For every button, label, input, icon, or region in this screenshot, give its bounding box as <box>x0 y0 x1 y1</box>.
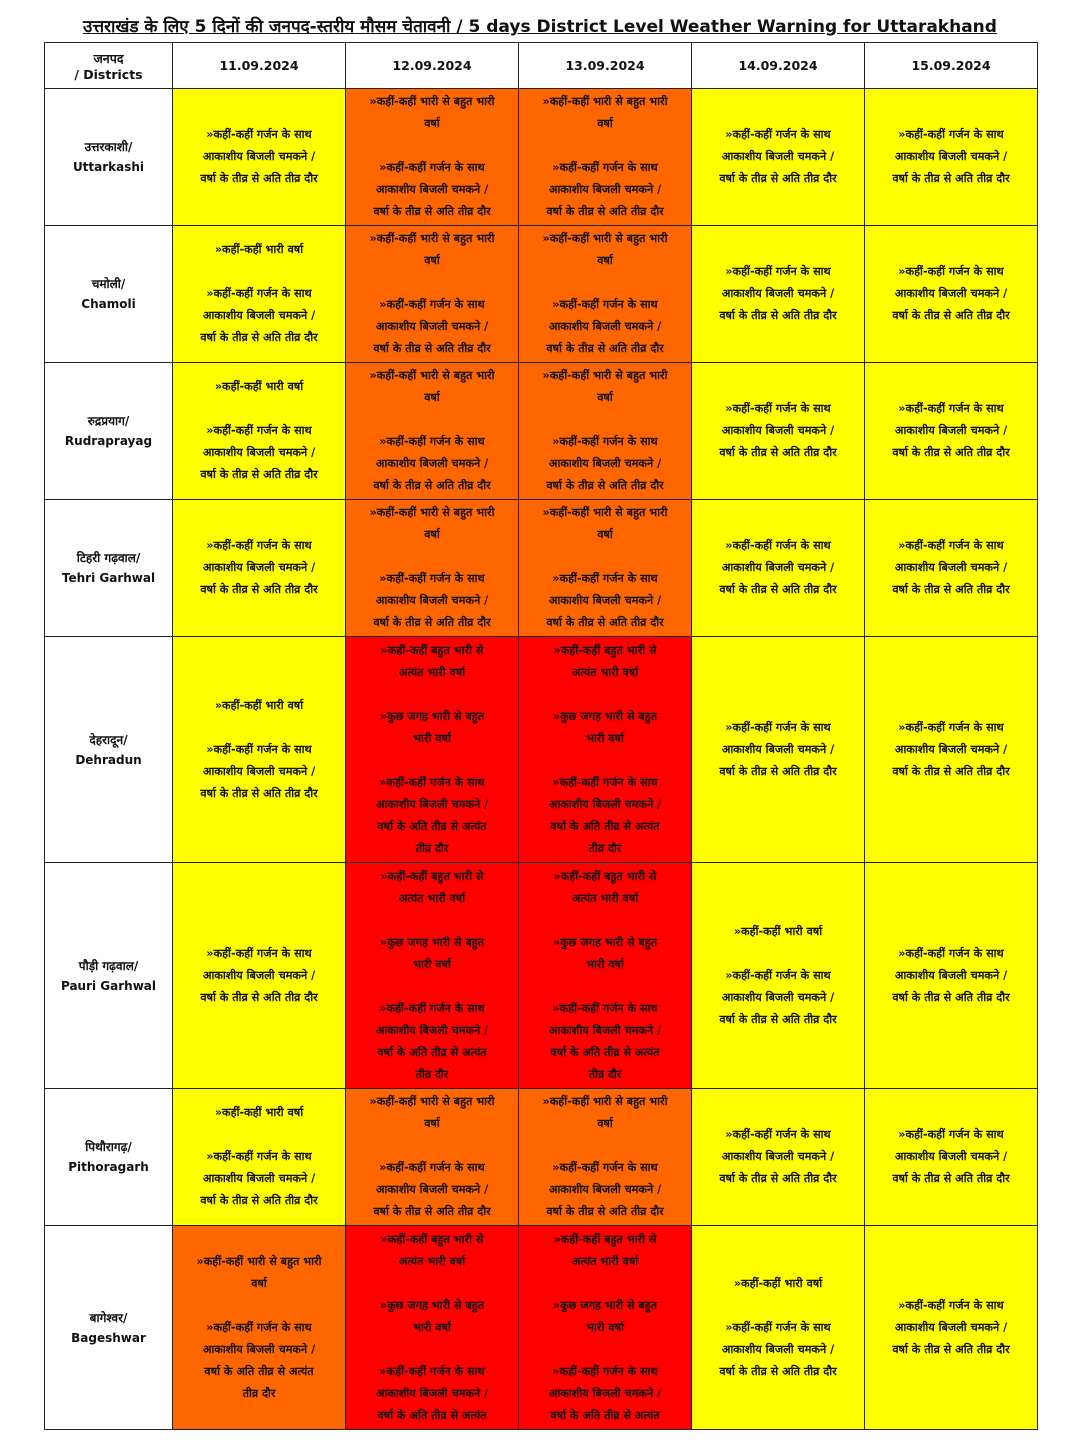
page-title: उत्तराखंड के लिए 5 दिनों की जनपद-स्तरीय मौसम चेतावनी / 5 days District Level Weather Warning for Uttarakhand <box>83 17 997 37</box>
warning-text-line: वर्षा के तीव्र से अति तीव्र दौर <box>892 1172 1010 1185</box>
warning-cell-orange <box>346 1089 519 1226</box>
warning-text-line: »कुछ जगह भारी से बहुत <box>552 935 658 949</box>
date-header: 14.09.2024 <box>692 43 865 89</box>
warning-text-line: »कहीं-कहीं गर्जन के साथ <box>379 435 485 448</box>
warning-text-line: »कहीं-कहीं गर्जन के साथ <box>206 424 312 437</box>
warning-text-line: »कहीं-कहीं गर्जन के साथ <box>725 1320 831 1334</box>
warning-text-line: आकाशीय बिजली चमकने / <box>894 968 1008 982</box>
line-gap <box>350 409 514 431</box>
warning-text-line: भारी वर्षा <box>413 731 451 745</box>
warning-text-line: »कहीं-कहीं गर्जन के साथ <box>206 1320 312 1334</box>
warning-cell-yellow <box>692 1226 865 1430</box>
warning-text-line: वर्षा <box>597 528 613 541</box>
warning-text-line: वर्षा के तीव्र से अति तीव्र दौर <box>200 331 318 344</box>
warning-text-line: वर्षा के अति तीव्र से अत्यंत <box>377 819 487 833</box>
warning-text-line: वर्षा के तीव्र से अति तीव्र दौर <box>200 1194 318 1207</box>
warning-cell-yellow <box>865 863 1038 1089</box>
warning-text-line: »कहीं-कहीं गर्जन के साथ <box>898 265 1004 278</box>
line-gap <box>696 943 860 965</box>
warning-text-line: अत्यंत भारी वर्षा <box>571 665 639 679</box>
table-body <box>45 89 1038 1430</box>
line-gap <box>523 750 687 772</box>
warning-text-line: आकाशीय बिजली चमकने / <box>548 797 662 811</box>
line-gap <box>696 1295 860 1317</box>
warning-text-line: वर्षा के तीव्र से अति तीव्र दौर <box>200 786 318 800</box>
warning-text-line: »कहीं-कहीं भारी वर्षा <box>214 380 304 393</box>
line-gap <box>523 684 687 706</box>
warning-text-line: »कहीं-कहीं भारी से बहुत भारी <box>542 232 668 245</box>
line-gap <box>523 272 687 294</box>
table-row <box>45 363 1038 500</box>
warning-text-line: »कहीं-कहीं गर्जन के साथ <box>552 775 658 789</box>
line-gap <box>523 910 687 932</box>
warning-text-line: वर्षा <box>251 1276 267 1290</box>
warning-text-line: »कहीं-कहीं गर्जन के साथ <box>552 161 658 174</box>
warning-text-line: »कहीं-कहीं गर्जन के साथ <box>725 402 831 415</box>
district-name-hindi: पिथौरागढ़/ <box>85 1140 132 1154</box>
warning-text-line: »कहीं-कहीं गर्जन के साथ <box>725 720 831 734</box>
warning-text-line: »कहीं-कहीं गर्जन के साथ <box>206 946 312 960</box>
district-name-hindi: पौड़ी गढ़वाल/ <box>78 958 139 973</box>
warning-text-line: »कहीं-कहीं गर्जन के साथ <box>206 1150 312 1163</box>
warning-cell-orange <box>346 500 519 637</box>
warning-text-line: »कहीं-कहीं गर्जन के साथ <box>552 298 658 311</box>
warning-text-line: आकाशीय बिजली चमकने / <box>721 424 835 437</box>
warning-text-line: वर्षा <box>597 117 613 130</box>
warning-text-line: भारी वर्षा <box>413 957 451 971</box>
line-gap <box>177 398 341 420</box>
warning-text-line: तीव्र दौर <box>415 1067 449 1081</box>
line-gap <box>523 1135 687 1157</box>
line-gap <box>523 1339 687 1361</box>
warning-text-line: वर्षा के तीव्र से अति तीव्र दौर <box>546 342 664 355</box>
warning-table <box>44 42 1038 1430</box>
warning-text-line: आकाशीय बिजली चमकने / <box>375 797 489 811</box>
date-header: 11.09.2024 <box>173 43 346 89</box>
warning-text-line: आकाशीय बिजली चमकने / <box>202 446 316 459</box>
district-cell <box>45 1226 173 1430</box>
warning-text-line: आकाशीय बिजली चमकने / <box>202 764 316 778</box>
warning-text-line: वर्षा के तीव्र से अति तीव्र दौर <box>546 616 664 629</box>
warning-text-line: वर्षा के तीव्र से अति तीव्र दौर <box>719 172 837 185</box>
table-row <box>45 1089 1038 1226</box>
warning-cell-orange <box>346 363 519 500</box>
warning-cell-yellow <box>173 1089 346 1226</box>
warning-cell-yellow <box>173 226 346 363</box>
line-gap <box>350 1135 514 1157</box>
warning-text-line: आकाशीय बिजली चमकने / <box>894 561 1008 574</box>
date-header: 12.09.2024 <box>346 43 519 89</box>
district-name-english: Pauri Garhwal <box>60 978 157 993</box>
warning-text-line: आकाशीय बिजली चमकने / <box>721 561 835 574</box>
warning-cell-orange <box>173 1226 346 1430</box>
warning-cell-red <box>346 637 519 863</box>
line-gap <box>350 272 514 294</box>
district-name-hindi: चमोली/ <box>91 277 126 291</box>
warning-text-line: »कहीं-कहीं गर्जन के साथ <box>379 1364 485 1378</box>
warning-text-line: वर्षा के तीव्र से अति तीव्र दौर <box>200 172 318 185</box>
line-gap <box>177 1124 341 1146</box>
warning-text-line: आकाशीय बिजली चमकने / <box>548 320 662 333</box>
warning-text-line: वर्षा के तीव्र से अति तीव्र दौर <box>373 616 491 629</box>
warning-text-line: वर्षा के तीव्र से अति तीव्र दौर <box>719 583 837 596</box>
district-name-english: Tehri Garhwal <box>61 571 156 585</box>
warning-text-line: भारी वर्षा <box>586 957 624 971</box>
warning-text-line: आकाशीय बिजली चमकने / <box>894 424 1008 437</box>
warning-text-line: »कहीं-कहीं गर्जन के साथ <box>206 742 312 756</box>
warning-text-line: »कुछ जगह भारी से बहुत <box>379 709 485 723</box>
warning-text-line: वर्षा के तीव्र से अति तीव्र दौर <box>719 446 837 459</box>
warning-text-line: »कहीं-कहीं बहुत भारी से <box>553 869 657 883</box>
warning-text-line: अत्यंत भारी वर्षा <box>398 665 466 679</box>
warning-text-line: अत्यंत भारी वर्षा <box>571 1254 639 1268</box>
warning-text-line: आकाशीय बिजली चमकने / <box>894 287 1008 300</box>
warning-text-line: आकाशीय बिजली चमकने / <box>894 1320 1008 1334</box>
district-name-english: Uttarkashi <box>72 160 145 174</box>
warning-cell-yellow <box>692 363 865 500</box>
warning-text-line: वर्षा के तीव्र से अति तीव्र दौर <box>719 764 837 778</box>
warning-text-line: वर्षा के तीव्र से अति तीव्र दौर <box>892 172 1010 185</box>
warning-text-line: »कहीं-कहीं भारी वर्षा <box>214 243 304 256</box>
warning-cell-red <box>519 863 692 1089</box>
warning-text-line: वर्षा के तीव्र से अति तीव्र दौर <box>719 1012 837 1026</box>
warning-text-line: आकाशीय बिजली चमकने / <box>375 320 489 333</box>
district-name-english: Dehradun <box>75 752 142 767</box>
district-name-english: Pithoragarh <box>68 1160 149 1174</box>
warning-text-line: तीव्र दौर <box>242 1386 276 1400</box>
warning-text-line: वर्षा के तीव्र से अति तीव्र दौर <box>546 1205 664 1218</box>
warning-text-line: वर्षा के अति तीव्र से अत्यंत <box>550 1045 660 1059</box>
warning-text-line: »कहीं-कहीं गर्जन के साथ <box>898 1128 1004 1141</box>
warning-text-line: »कहीं-कहीं गर्जन के साथ <box>379 1161 485 1174</box>
warning-text-line: आकाशीय बिजली चमकने / <box>202 309 316 322</box>
warning-text-line: »कहीं-कहीं भारी से बहुत भारी <box>196 1254 322 1268</box>
warning-text-line: वर्षा के तीव्र से अति तीव्र दौर <box>892 1342 1010 1356</box>
line-gap <box>350 750 514 772</box>
district-name-hindi: बागेश्वर/ <box>89 1310 128 1325</box>
warning-text-line: वर्षा <box>424 528 440 541</box>
warning-cell-orange <box>519 500 692 637</box>
warning-text-line: अत्यंत भारी वर्षा <box>571 891 639 905</box>
warning-text-line: »कहीं-कहीं गर्जन के साथ <box>898 1298 1004 1312</box>
warning-text-line: आकाशीय बिजली चमकने / <box>202 1342 316 1356</box>
table-row <box>45 500 1038 637</box>
warning-cell-yellow <box>173 89 346 226</box>
header-row <box>45 43 1038 89</box>
warning-text-line: वर्षा के अति तीव्र से अत्यंत <box>204 1364 314 1378</box>
line-gap <box>177 1295 341 1317</box>
warning-text-line: »कहीं-कहीं गर्जन के साथ <box>379 161 485 174</box>
warning-text-line: »कहीं-कहीं बहुत भारी से <box>380 869 484 883</box>
warning-cell-orange <box>519 226 692 363</box>
warning-text-line: »कहीं-कहीं भारी से बहुत भारी <box>542 1095 668 1108</box>
line-gap <box>523 409 687 431</box>
district-cell <box>45 363 173 500</box>
warning-text-line: वर्षा के तीव्र से अति तीव्र दौर <box>546 205 664 218</box>
warning-cell-yellow <box>865 89 1038 226</box>
warning-text-line: वर्षा के तीव्र से अति तीव्र दौर <box>373 479 491 492</box>
warning-cell-yellow <box>865 1226 1038 1430</box>
line-gap <box>350 976 514 998</box>
warning-text-line: आकाशीय बिजली चमकने / <box>721 742 835 756</box>
warning-text-line: आकाशीय बिजली चमकने / <box>202 1172 316 1185</box>
line-gap <box>350 546 514 568</box>
warning-text-line: अत्यंत भारी वर्षा <box>398 891 466 905</box>
warning-cell-yellow <box>173 500 346 637</box>
district-header-english: / Districts <box>74 66 143 82</box>
district-header-hindi: जनपद <box>93 50 124 66</box>
line-gap <box>523 546 687 568</box>
warning-text-line: »कहीं-कहीं गर्जन के साथ <box>725 968 831 982</box>
warning-cell-yellow <box>692 226 865 363</box>
warning-cell-orange <box>519 89 692 226</box>
warning-text-line: वर्षा के तीव्र से अति तीव्र दौर <box>892 990 1010 1004</box>
warning-text-line: आकाशीय बिजली चमकने / <box>202 968 316 982</box>
warning-text-line: वर्षा <box>424 117 440 130</box>
line-gap <box>523 135 687 157</box>
line-gap <box>177 261 341 283</box>
warning-text-line: भारी वर्षा <box>413 1320 451 1334</box>
date-header: 13.09.2024 <box>519 43 692 89</box>
warning-text-line: »कहीं-कहीं बहुत भारी से <box>553 643 657 657</box>
district-cell <box>45 1089 173 1226</box>
district-cell <box>45 863 173 1089</box>
line-gap <box>350 1339 514 1361</box>
warning-text-line: अत्यंत भारी वर्षा <box>398 1254 466 1268</box>
warning-text-line: वर्षा के तीव्र से अति तीव्र दौर <box>200 468 318 481</box>
warning-cell-yellow <box>173 863 346 1089</box>
warning-text-line: आकाशीय बिजली चमकने / <box>894 1150 1008 1163</box>
warning-text-line: »कहीं-कहीं गर्जन के साथ <box>898 720 1004 734</box>
warning-text-line: आकाशीय बिजली चमकने / <box>548 1023 662 1037</box>
warning-text-line: »कहीं-कहीं गर्जन के साथ <box>379 775 485 789</box>
warning-text-line: आकाशीय बिजली चमकने / <box>721 287 835 300</box>
line-gap <box>523 1273 687 1295</box>
warning-text-line: वर्षा के तीव्र से अति तीव्र दौर <box>892 446 1010 459</box>
warning-text-line: आकाशीय बिजली चमकने / <box>721 150 835 163</box>
warning-text-line: »कहीं-कहीं भारी से बहुत भारी <box>542 506 668 519</box>
warning-text-line: भारी वर्षा <box>586 1320 624 1334</box>
warning-text-line: »कहीं-कहीं गर्जन के साथ <box>552 1364 658 1378</box>
warning-text-line: वर्षा <box>424 254 440 267</box>
warning-text-line: आकाशीय बिजली चमकने / <box>375 183 489 196</box>
table-row <box>45 89 1038 226</box>
warning-text-line: आकाशीय बिजली चमकने / <box>894 742 1008 756</box>
warning-text-line: »कहीं-कहीं गर्जन के साथ <box>898 539 1004 552</box>
district-name-english: Chamoli <box>81 297 136 311</box>
warning-cell-orange <box>519 1089 692 1226</box>
warning-cell-orange <box>346 226 519 363</box>
warning-text-line: तीव्र दौर <box>588 841 622 855</box>
warning-text-line: »कहीं-कहीं गर्जन के साथ <box>206 539 312 552</box>
district-cell <box>45 226 173 363</box>
warning-cell-red <box>346 863 519 1089</box>
warning-text-line: »कहीं-कहीं बहुत भारी से <box>380 1232 484 1246</box>
warning-cell-orange <box>519 363 692 500</box>
warning-text-line: वर्षा के तीव्र से अति तीव्र दौर <box>892 309 1010 322</box>
line-gap <box>350 135 514 157</box>
date-header: 15.09.2024 <box>865 43 1038 89</box>
warning-text-line: आकाशीय बिजली चमकने / <box>375 457 489 470</box>
warning-text-line: वर्षा के अति तीव्र से अत्यंत <box>550 819 660 833</box>
warning-text-line: »कहीं-कहीं गर्जन के साथ <box>206 128 312 141</box>
warning-text-line: »कहीं-कहीं गर्जन के साथ <box>725 128 831 141</box>
warning-cell-yellow <box>865 500 1038 637</box>
warning-text-line: वर्षा के तीव्र से अति तीव्र दौर <box>200 990 318 1004</box>
district-name-hindi: टिहरी गढ़वाल/ <box>76 551 141 565</box>
line-gap <box>350 1273 514 1295</box>
warning-text-line: वर्षा के अति तीव्र से अत्यंत <box>377 1045 487 1059</box>
warning-text-line: »कुछ जगह भारी से बहुत <box>379 935 485 949</box>
warning-text-line: आकाशीय बिजली चमकने / <box>375 1023 489 1037</box>
warning-text-line: वर्षा के तीव्र से अति तीव्र दौर <box>892 764 1010 778</box>
warning-text-line: वर्षा <box>597 254 613 267</box>
table-row <box>45 863 1038 1089</box>
district-column-header <box>45 43 173 89</box>
warning-text-line: »कहीं-कहीं गर्जन के साथ <box>725 265 831 278</box>
warning-text-line: वर्षा के तीव्र से अति तीव्र दौर <box>719 309 837 322</box>
warning-cell-yellow <box>692 637 865 863</box>
warning-text-line: वर्षा <box>424 1117 440 1130</box>
warning-text-line: आकाशीय बिजली चमकने / <box>375 1386 489 1400</box>
warning-text-line: वर्षा के तीव्र से अति तीव्र दौर <box>719 1172 837 1185</box>
warning-text-line: »कहीं-कहीं गर्जन के साथ <box>206 287 312 300</box>
warning-text-line: तीव्र दौर <box>588 1067 622 1081</box>
warning-text-line: »कहीं-कहीं भारी से बहुत भारी <box>542 369 668 382</box>
warning-cell-yellow <box>173 637 346 863</box>
warning-cell-red <box>519 637 692 863</box>
line-gap <box>350 684 514 706</box>
district-name-hindi: रुद्रप्रयाग/ <box>87 414 130 428</box>
district-name-hindi: देहरादून/ <box>89 732 128 747</box>
warning-text-line: आकाशीय बिजली चमकने / <box>721 1342 835 1356</box>
warning-text-line: »कहीं-कहीं गर्जन के साथ <box>552 1161 658 1174</box>
warning-text-line: »कहीं-कहीं गर्जन के साथ <box>725 1128 831 1141</box>
warning-cell-red <box>519 1226 692 1430</box>
warning-cell-red <box>346 1226 519 1430</box>
warning-text-line: »कहीं-कहीं गर्जन के साथ <box>898 402 1004 415</box>
warning-text-line: »कहीं-कहीं भारी से बहुत भारी <box>369 232 495 245</box>
warning-text-line: वर्षा <box>424 391 440 404</box>
warning-text-line: वर्षा के अति तीव्र से अत्यंत <box>550 1408 660 1422</box>
warning-cell-yellow <box>692 500 865 637</box>
warning-text-line: »कहीं-कहीं भारी से बहुत भारी <box>542 95 668 108</box>
warning-text-line: वर्षा के अति तीव्र से अत्यंत <box>377 1408 487 1422</box>
warning-text-line: »कहीं-कहीं भारी से बहुत भारी <box>369 369 495 382</box>
warning-text-line: वर्षा के तीव्र से अति तीव्र दौर <box>373 205 491 218</box>
warning-text-line: »कहीं-कहीं गर्जन के साथ <box>379 1001 485 1015</box>
warning-text-line: वर्षा के तीव्र से अति तीव्र दौर <box>373 342 491 355</box>
warning-text-line: »कहीं-कहीं गर्जन के साथ <box>898 128 1004 141</box>
district-cell <box>45 500 173 637</box>
line-gap <box>523 976 687 998</box>
warning-text-line: आकाशीय बिजली चमकने / <box>721 1150 835 1163</box>
warning-text-line: भारी वर्षा <box>586 731 624 745</box>
warning-text-line: »कुछ जगह भारी से बहुत <box>552 1298 658 1312</box>
warning-text-line: »कहीं-कहीं गर्जन के साथ <box>552 435 658 448</box>
warning-text-line: »कहीं-कहीं भारी वर्षा <box>733 924 823 938</box>
warning-cell-yellow <box>692 89 865 226</box>
line-gap <box>350 910 514 932</box>
table-row <box>45 637 1038 863</box>
warning-text-line: आकाशीय बिजली चमकने / <box>548 1183 662 1196</box>
warning-text-line: आकाशीय बिजली चमकने / <box>548 183 662 196</box>
warning-text-line: »कहीं-कहीं गर्जन के साथ <box>898 946 1004 960</box>
district-cell <box>45 637 173 863</box>
warning-text-line: वर्षा के तीव्र से अति तीव्र दौर <box>719 1364 837 1378</box>
warning-text-line: वर्षा <box>597 1117 613 1130</box>
warning-text-line: आकाशीय बिजली चमकने / <box>548 1386 662 1400</box>
warning-text-line: »कहीं-कहीं भारी से बहुत भारी <box>369 95 495 108</box>
warning-text-line: »कहीं-कहीं भारी से बहुत भारी <box>369 1095 495 1108</box>
warning-text-line: आकाशीय बिजली चमकने / <box>548 457 662 470</box>
warning-text-line: »कहीं-कहीं भारी वर्षा <box>733 1276 823 1290</box>
warning-text-line: »कहीं-कहीं बहुत भारी से <box>380 643 484 657</box>
table-row <box>45 226 1038 363</box>
warning-text-line: आकाशीय बिजली चमकने / <box>894 150 1008 163</box>
district-name-english: Rudraprayag <box>64 434 153 448</box>
warning-text-line: वर्षा के तीव्र से अति तीव्र दौर <box>892 583 1010 596</box>
warning-text-line: »कुछ जगह भारी से बहुत <box>379 1298 485 1312</box>
warning-text-line: वर्षा के तीव्र से अति तीव्र दौर <box>200 583 318 596</box>
warning-text-line: »कहीं-कहीं भारी वर्षा <box>214 698 304 712</box>
district-name-english: Bageshwar <box>71 1330 146 1345</box>
warning-text-line: »कुछ जगह भारी से बहुत <box>552 709 658 723</box>
warning-text-line: आकाशीय बिजली चमकने / <box>375 1183 489 1196</box>
warning-text-line: वर्षा के तीव्र से अति तीव्र दौर <box>546 479 664 492</box>
district-name-hindi: उत्तरकाशी/ <box>84 140 133 154</box>
warning-cell-orange <box>346 89 519 226</box>
warning-text-line: »कहीं-कहीं गर्जन के साथ <box>379 572 485 585</box>
warning-cell-yellow <box>173 363 346 500</box>
warning-text-line: आकाशीय बिजली चमकने / <box>375 594 489 607</box>
warning-text-line: वर्षा के तीव्र से अति तीव्र दौर <box>373 1205 491 1218</box>
warning-text-line: आकाशीय बिजली चमकने / <box>202 150 316 163</box>
warning-cell-yellow <box>865 226 1038 363</box>
table-row <box>45 1226 1038 1430</box>
warning-text-line: »कहीं-कहीं बहुत भारी से <box>553 1232 657 1246</box>
warning-text-line: »कहीं-कहीं गर्जन के साथ <box>725 539 831 552</box>
warning-cell-yellow <box>692 863 865 1089</box>
warning-text-line: आकाशीय बिजली चमकने / <box>202 561 316 574</box>
warning-text-line: »कहीं-कहीं भारी से बहुत भारी <box>369 506 495 519</box>
line-gap <box>177 717 341 739</box>
warning-cell-yellow <box>865 637 1038 863</box>
warning-text-line: »कहीं-कहीं गर्जन के साथ <box>552 1001 658 1015</box>
warning-text-line: आकाशीय बिजली चमकने / <box>548 594 662 607</box>
warning-text-line: »कहीं-कहीं भारी वर्षा <box>214 1106 304 1119</box>
district-cell <box>45 89 173 226</box>
warning-cell-yellow <box>692 1089 865 1226</box>
warning-text-line: तीव्र दौर <box>415 841 449 855</box>
warning-text-line: आकाशीय बिजली चमकने / <box>721 990 835 1004</box>
warning-text-line: »कहीं-कहीं गर्जन के साथ <box>379 298 485 311</box>
warning-cell-yellow <box>865 1089 1038 1226</box>
warning-text-line: »कहीं-कहीं गर्जन के साथ <box>552 572 658 585</box>
warning-cell-yellow <box>865 363 1038 500</box>
warning-text-line: वर्षा <box>597 391 613 404</box>
